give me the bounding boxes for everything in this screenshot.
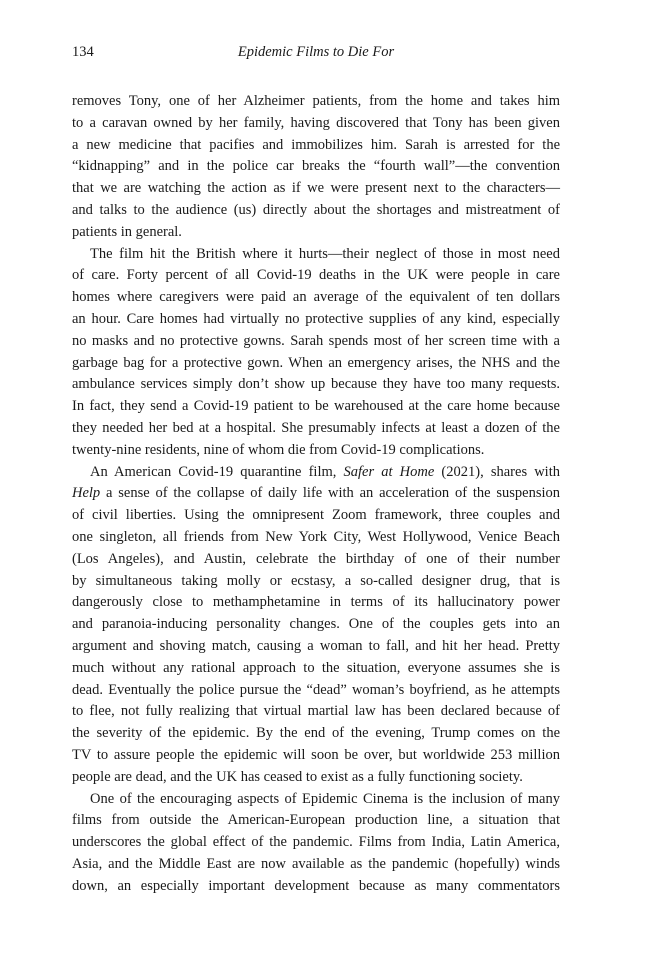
text-line: TV to assure people the epidemic will soon be over, but worldwide 253 million (72, 746, 560, 763)
text-line: much without any rational approach to the situation, everyone assumes she is (72, 659, 560, 676)
text-run: An American Covid-19 quarantine film, (90, 463, 344, 480)
paragraph-2 (72, 244, 560, 462)
text-line: an hour. Care homes had virtually no protective supplies of any kind, especially (72, 310, 560, 327)
text-line: that we are watching the action as if we were present next to the characters— (72, 180, 560, 197)
text-line: people are dead, and the UK has ceased to exist as a fully functioning society. (72, 768, 523, 785)
body-text (72, 91, 560, 897)
page-number: 134 (72, 44, 94, 60)
text-line: garbage bag for a protective gown. When an emergency arises, the NHS and the (72, 354, 560, 371)
text-line: one singleton, all friends from New York City, West Hollywood, Venice Beach (72, 528, 560, 545)
text-line: The film hit the British where it hurts—their neglect of those in most need (90, 245, 560, 262)
text-line: homes where caregivers were paid an average of the equivalent of ten dollars (72, 289, 560, 306)
film-title: Help (72, 485, 101, 502)
text-line: and talks to the audience (us) directly about the shortages and mistreatment of (72, 201, 560, 218)
text-line: films from outside the American-European production line, a situation that (72, 812, 560, 829)
text-line: by simultaneous taking molly or ecstasy, a so-called designer drug, that is (72, 572, 560, 589)
text-line: no masks and no protective gowns. Sarah spends most of her screen time with a (72, 332, 560, 349)
text-line: they needed her bed at a hospital. She presumably infects at least a dozen of the (72, 419, 560, 436)
running-title: Epidemic Films to Die For (237, 44, 395, 60)
text-line: (Los Angeles), and Austin, celebrate the birthday of one of their number (72, 550, 560, 567)
text-run: a sense of the collapse of daily life with an acceleration of the suspension (100, 485, 560, 502)
paragraph-4 (72, 789, 560, 898)
running-header (72, 44, 560, 66)
text-line: twenty-nine residents, nine of whom die from Covid-19 complications. (72, 441, 485, 458)
text-run: (2021), shares with (434, 463, 560, 480)
text-line: In fact, they send a Covid-19 patient to be warehoused at the care home because (72, 398, 560, 415)
text-line: removes Tony, one of her Alzheimer patients, from the home and takes him (72, 93, 560, 109)
text-line: argument and shoving match, causing a woman to fall, and hit her head. Pretty (72, 637, 560, 654)
text-line: a new medicine that pacifies and immobilizes him. Sarah is arrested for the (72, 136, 560, 153)
text-line: of care. Forty percent of all Covid-19 deaths in the UK were people in care (72, 267, 560, 284)
paragraph-1 (72, 91, 560, 244)
text-line: dead. Eventually the police pursue the “dead” woman’s boyfriend, as he attempts (72, 681, 560, 698)
text-line: “kidnapping” and in the police car breaks the “fourth wall”—the convention (72, 158, 560, 175)
text-line (72, 483, 560, 505)
text-line (72, 462, 560, 484)
text-line: to a caravan owned by her family, having discovered that Tony has been given (72, 114, 560, 131)
text-line: and paranoia-inducing personality changes. One of the couples gets into an (72, 616, 560, 633)
text-line: patients in general. (72, 223, 182, 240)
text-line: dangerously close to methamphetamine in terms of its hallucinatory power (72, 594, 560, 611)
text-line: down, an especially important development because as many commentators (72, 877, 560, 894)
text-line: to flee, not fully realizing that virtual martial law has been declared because of (72, 703, 560, 720)
film-title: Safer at Home (343, 463, 435, 480)
paragraph-3 (72, 462, 560, 789)
text-line: Asia, and the Middle East are now available as the pandemic (hopefully) winds (72, 855, 560, 872)
text-line: of civil liberties. Using the omnipresent Zoom framework, three couples and (72, 507, 560, 524)
text-line: underscores the global effect of the pandemic. Films from India, Latin America, (72, 834, 560, 851)
text-line: the severity of the epidemic. By the end of the evening, Trump comes on the (72, 725, 560, 742)
text-line: ambulance services simply don’t show up because they have too many requests. (72, 376, 560, 393)
text-line: One of the encouraging aspects of Epidemic Cinema is the inclusion of many (90, 790, 560, 807)
